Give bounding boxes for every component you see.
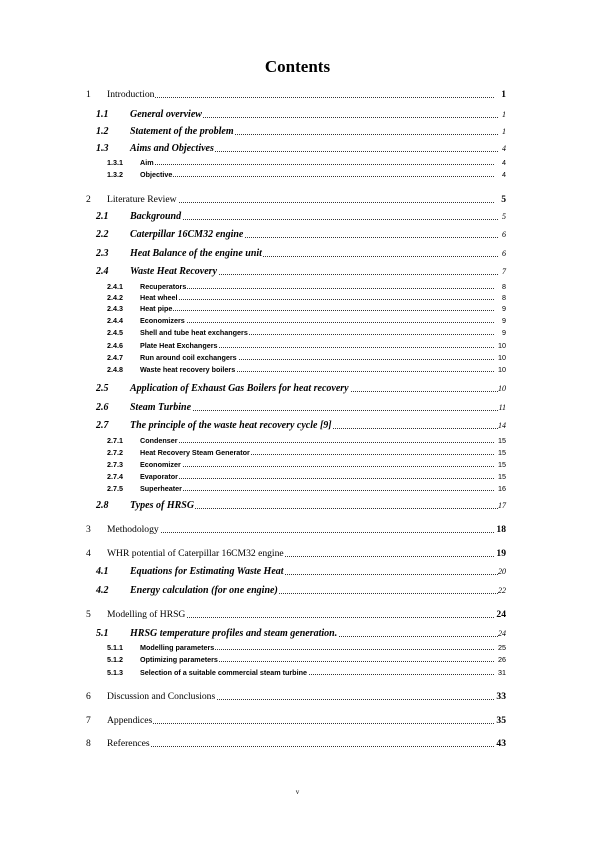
toc-entry-number: 6 [86, 691, 91, 702]
toc-entry[interactable] [0, 108, 595, 122]
toc-entry-number: 1.3 [96, 143, 109, 154]
toc-entry[interactable] [0, 565, 595, 579]
toc-leader-dots [130, 210, 498, 220]
toc-entry-title: Heat wheel [140, 291, 179, 305]
toc-entry-page: 9 [502, 304, 506, 313]
toc-entry-number: 2.4.4 [107, 316, 123, 325]
toc-entry-page: 33 [496, 691, 506, 702]
toc-entry-number: 5.1.3 [107, 668, 123, 677]
toc-entry[interactable] [0, 382, 595, 396]
toc-entry-title: Shell and tube heat exchangers [140, 326, 249, 340]
toc-entry-number: 5 [86, 609, 91, 620]
toc-entry-title: Economizer [140, 458, 182, 472]
toc-entry[interactable] [0, 363, 595, 377]
toc-entry-number: 2.2 [96, 229, 109, 240]
toc-entry-title: Background [130, 211, 182, 222]
toc-entry-number: 2.7.2 [107, 448, 123, 457]
toc-entry-page: 35 [496, 715, 506, 726]
toc-entry-page: 1 [502, 110, 506, 119]
toc-entry-number: 5.1 [96, 628, 109, 639]
toc-leader-dots [140, 280, 494, 289]
toc-entry-number: 2.4.8 [107, 365, 123, 374]
page-title: Contents [264, 57, 331, 76]
toc-entry-page: 20 [498, 567, 506, 576]
toc-entry-page: 9 [502, 316, 506, 325]
toc-entry-number: 2.7.3 [107, 460, 123, 469]
toc-entry-title: Discussion and Conclusions [107, 691, 216, 702]
toc-entry-page: 6 [502, 230, 506, 239]
toc-entry-title: Equations for Estimating Waste Heat [130, 566, 284, 577]
toc-entry-title: Heat pipe [140, 302, 173, 316]
toc-entry-number: 5.1.2 [107, 655, 123, 664]
toc-entry-number: 2.4.6 [107, 341, 123, 350]
toc-entry-number: 2.1 [96, 211, 109, 222]
toc-entry-page: 16 [498, 484, 506, 493]
toc-entry[interactable] [0, 608, 595, 622]
toc-entry-title: Application of Exhaust Gas Boilers for heat recovery [130, 383, 349, 394]
toc-entry-page: 10 [498, 353, 506, 362]
toc-entry[interactable] [0, 653, 595, 667]
toc-entry-title: Energy calculation (for one engine) [130, 585, 278, 596]
toc-leader-dots [140, 314, 494, 323]
toc-entry-number: 2.3 [96, 248, 109, 259]
toc-entry-title: Heat Recovery Steam Generator [140, 446, 251, 460]
toc-leader-dots [140, 156, 494, 165]
toc-entry-number: 2.7.4 [107, 472, 123, 481]
toc-entry-number: 2.5 [96, 383, 109, 394]
toc-entry-title: References [107, 738, 150, 749]
toc-entry-title: Plate Heat Exchangers [140, 339, 219, 353]
toc-entry-number: 8 [86, 738, 91, 749]
toc-entry-page: 5 [501, 194, 506, 205]
toc-entry-page: 15 [498, 460, 506, 469]
toc-entry-page: 10 [498, 384, 506, 393]
toc-entry-page: 31 [498, 668, 506, 677]
toc-leader-dots [140, 291, 494, 300]
toc-entry-title: Recuperators [140, 280, 187, 294]
toc-entry-title: Condenser [140, 434, 179, 448]
toc-entry-page: 26 [498, 655, 506, 664]
toc-entry[interactable] [0, 265, 595, 279]
toc-entry-page: 8 [502, 282, 506, 291]
toc-entry[interactable] [0, 125, 595, 139]
toc-entry-number: 2 [86, 194, 91, 205]
toc-entry-number: 2.7.5 [107, 484, 123, 493]
toc-entry-number: 1.1 [96, 109, 109, 120]
toc-entry-title: Modelling of HRSG [107, 609, 186, 620]
toc-entry-number: 2.8 [96, 500, 109, 511]
toc-entry-title: WHR potential of Caterpillar 16CM32 engine [107, 548, 284, 559]
toc-entry[interactable] [0, 228, 595, 242]
toc-entry-number: 4.1 [96, 566, 109, 577]
toc-leader-dots [107, 714, 494, 724]
toc-entry-title: Methodology [107, 524, 159, 535]
toc-entry-title: Run around coil exchangers [140, 351, 238, 365]
toc-entry-page: 18 [496, 524, 506, 535]
toc-entry-title: Steam Turbine [130, 402, 192, 413]
toc-entry[interactable] [0, 499, 595, 513]
toc-entry-page: 4 [502, 170, 506, 179]
toc-entry[interactable] [0, 168, 595, 182]
toc-leader-dots [140, 458, 494, 467]
toc-leader-dots [107, 523, 494, 533]
toc-entry-number: 5.1.1 [107, 643, 123, 652]
toc-entry[interactable] [0, 482, 595, 496]
toc-entry-page: 10 [498, 365, 506, 374]
toc-entry[interactable] [0, 547, 595, 561]
toc-entry-page: 43 [496, 738, 506, 749]
toc-leader-dots [140, 482, 494, 491]
toc-entry[interactable] [0, 666, 595, 680]
toc-entry-number: 4 [86, 548, 91, 559]
toc-entry-title: Literature Review [107, 194, 177, 205]
toc-entry-title: Modelling parameters [140, 641, 215, 655]
toc-entry-title: Waste heat recovery boilers [140, 363, 236, 377]
toc-entry-number: 3 [86, 524, 91, 535]
toc-entry-number: 2.4.2 [107, 293, 123, 302]
toc-leader-dots [107, 88, 494, 98]
toc-entry[interactable] [0, 419, 595, 433]
toc-entry-title: Selection of a suitable commercial steam turbine [140, 666, 308, 680]
toc-entry-page: 15 [498, 448, 506, 457]
toc-entry[interactable] [0, 690, 595, 704]
toc-entry-number: 1.2 [96, 126, 109, 137]
toc-entry-page: 1 [501, 89, 506, 100]
toc-entry[interactable] [0, 584, 595, 598]
toc-entry-number: 1 [86, 89, 91, 100]
toc-entry[interactable] [0, 523, 595, 537]
toc-entry-title: Economizers [140, 314, 186, 328]
toc-entry[interactable] [0, 401, 595, 415]
toc-entry-number: 7 [86, 715, 91, 726]
toc-entry-title: Aims and Objectives [130, 143, 214, 154]
toc-entry-title: Introduction [107, 89, 155, 100]
toc-entry-page: 9 [502, 328, 506, 337]
toc-entry-number: 2.4.1 [107, 282, 123, 291]
toc-entry-title: Superheater [140, 482, 183, 496]
toc-entry-title: Waste Heat Recovery [130, 266, 218, 277]
toc-entry-page: 14 [498, 421, 506, 430]
toc-entry[interactable] [0, 737, 595, 751]
toc-entry-title: Optimizing parameters [140, 653, 219, 667]
toc-entry-page: 24 [498, 629, 506, 638]
toc-entry-number: 1.3.1 [107, 158, 123, 167]
toc-entry[interactable] [0, 627, 595, 641]
toc-entry-title: Appendices [107, 715, 153, 726]
toc-entry-page: 25 [498, 643, 506, 652]
toc-entry-page: 11 [498, 403, 506, 412]
toc-entry-title: General overview [130, 109, 202, 120]
toc-entry-number: 2.4.3 [107, 304, 123, 313]
toc-entry-page: 5 [502, 212, 506, 221]
toc-entry-page: 10 [498, 341, 506, 350]
toc-entry-title: Heat Balance of the engine unit [130, 248, 262, 259]
toc-entry-page: 6 [502, 249, 506, 258]
toc-entry[interactable] [0, 326, 595, 340]
toc-entry-number: 2.4 [96, 266, 109, 277]
toc-entry-page: 24 [496, 609, 506, 620]
toc-entry-page: 15 [498, 472, 506, 481]
toc-leader-dots [107, 737, 494, 747]
toc-leader-dots [140, 302, 494, 311]
toc-leader-dots [140, 470, 494, 479]
toc-entry-page: 4 [502, 158, 506, 167]
toc-entry-title: Aim [140, 156, 155, 170]
toc-entry[interactable] [0, 714, 595, 728]
toc-entry-page: 17 [498, 501, 506, 510]
toc-entry[interactable] [0, 210, 595, 224]
toc-entry-page: 15 [498, 436, 506, 445]
toc-entry-title: The principle of the waste heat recovery cycle [9] [130, 420, 332, 431]
toc-entry[interactable] [0, 142, 595, 156]
toc-entry-title: Caterpillar 16CM32 engine [130, 229, 244, 240]
toc-entry-page: 22 [498, 586, 506, 595]
toc-leader-dots [140, 434, 494, 443]
toc-entry-number: 2.6 [96, 402, 109, 413]
toc-entry-title: Evaporator [140, 470, 179, 484]
toc-entry[interactable] [0, 247, 595, 261]
toc-entry-title: Types of HRSG [130, 500, 195, 511]
page-number: v [295, 788, 300, 796]
toc-entry[interactable] [0, 193, 595, 207]
toc-leader-dots [140, 168, 494, 177]
toc-entry-number: 2.4.5 [107, 328, 123, 337]
toc-entry-page: 19 [496, 548, 506, 559]
toc-entry-number: 4.2 [96, 585, 109, 596]
toc-entry-title: HRSG temperature profiles and steam generation. [130, 628, 338, 639]
toc-entry-page: 4 [502, 144, 506, 153]
toc-entry-title: Statement of the problem [130, 126, 234, 137]
toc-entry-title: Objective [140, 168, 173, 182]
toc-entry-page: 1 [502, 127, 506, 136]
toc-entry-page: 7 [502, 267, 506, 276]
toc-entry-number: 2.7.1 [107, 436, 123, 445]
toc-entry-number: 2.7 [96, 420, 109, 431]
toc-entry[interactable] [0, 88, 595, 102]
toc-entry-page: 8 [502, 293, 506, 302]
toc-entry-number: 2.4.7 [107, 353, 123, 362]
toc-entry-number: 1.3.2 [107, 170, 123, 179]
